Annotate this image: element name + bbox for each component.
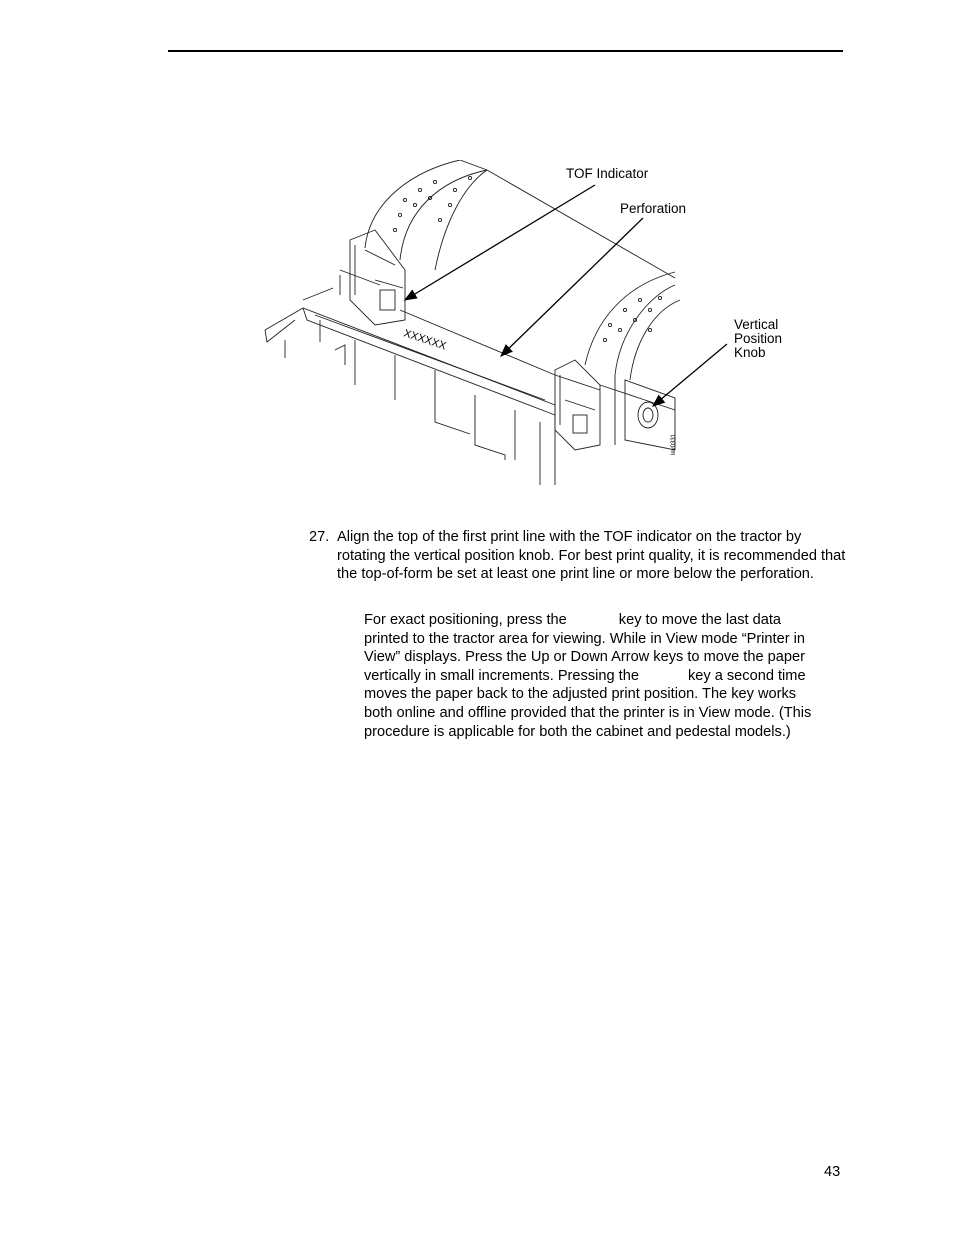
- knob-label-line: Position: [734, 331, 783, 346]
- note-line: moves the paper back to the adjusted print position. The key works: [364, 686, 797, 703]
- step-number: 27.: [309, 529, 330, 545]
- art-id: lev0331: [671, 433, 677, 455]
- note-line: [364, 611, 848, 630]
- note-line: View” displays. Press the Up or Down Arrow keys to move the paper: [364, 649, 805, 666]
- positioning-note: [364, 611, 848, 741]
- note-text: key to move the last data: [618, 612, 782, 628]
- vertical-position-knob-label: [734, 318, 814, 360]
- paper-left-loop: [365, 160, 487, 270]
- knob-ring: [638, 402, 658, 428]
- perforation-arrow: [501, 218, 643, 356]
- note-line: both online and offline provided that the printer is in View mode. (This: [364, 704, 812, 721]
- knob-arrow: [653, 344, 727, 406]
- paper-right-loop: [585, 272, 680, 380]
- note-line: [364, 667, 848, 686]
- note-line: procedure is applicable for both the cabinet and pedestal models.): [364, 723, 791, 740]
- left-tractor: [340, 230, 405, 325]
- page-number: 43: [824, 1164, 841, 1180]
- header-rule: [168, 50, 843, 52]
- knob-label-line: Vertical: [734, 317, 779, 332]
- note-text: For exact positioning, press the: [364, 612, 567, 628]
- tof-indicator-label: TOF Indicator: [566, 166, 649, 181]
- printer-body: [265, 288, 555, 485]
- knob-label-line: Knob: [734, 345, 766, 360]
- note-text: vertically in small increments. Pressing the: [364, 667, 639, 684]
- note-text: key a second time: [687, 667, 806, 684]
- tof-indicator-arrow: [405, 185, 595, 300]
- note-line: printed to the tractor area for viewing. While in View mode “Printer in: [364, 630, 805, 647]
- print-sample: XXXXXX: [402, 327, 448, 353]
- perforation-label: Perforation: [620, 201, 687, 216]
- step-text: Align the top of the first print line with the TOF indicator on the tractor by rotating the vertical position knob. For best print quality, it is recommended that the top-of-form be set at least one print line or more below the perforation.: [337, 529, 846, 583]
